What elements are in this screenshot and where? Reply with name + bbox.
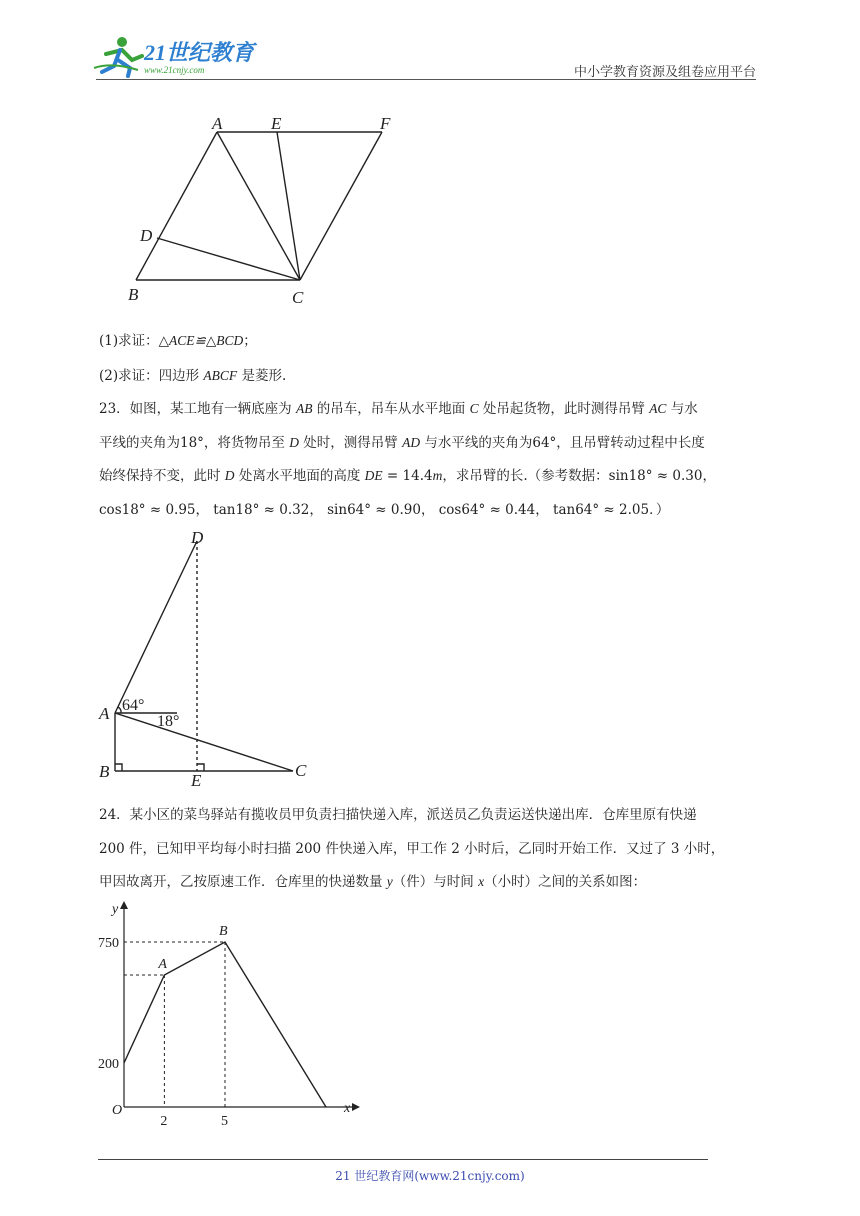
- label-D: D: [140, 226, 153, 245]
- q24-line1: 24．某小区的菜鸟驿站有揽收员甲负责扫描快递入库，派送员乙负责运送快递出库．仓库里原有快递: [99, 807, 697, 823]
- origin-label: O: [112, 1103, 123, 1118]
- platform-name: 中小学教育资源及组卷应用平台: [573, 65, 756, 80]
- quantity-time-chart: [90, 895, 370, 1125]
- label-A: A: [212, 114, 223, 133]
- q24-line3: 甲因故离开，乙按原速工作．仓库里的快递数量 y（件）与时间 x（小时）之间的关系如图：: [99, 874, 647, 890]
- label-C: C: [292, 288, 304, 307]
- label-C: C: [295, 761, 307, 780]
- footer-link[interactable]: 21 世纪教育网(www.21cnjy.com): [335, 1169, 525, 1183]
- q23-line4: cos18° ≈ 0.95， tan18° ≈ 0.32， sin64° ≈ 0.90， cos64° ≈ 0.44， tan64° ≈ 2.05．）: [99, 502, 670, 518]
- footer-divider: [98, 1159, 708, 1160]
- label-B: B: [99, 762, 110, 781]
- figure-parallelogram: [120, 110, 410, 310]
- label-D: D: [191, 528, 204, 547]
- angle-64: 64°: [122, 697, 145, 714]
- angle-18: 18°: [157, 713, 180, 730]
- y-axis-label: y: [112, 902, 119, 917]
- label-A: A: [99, 704, 110, 723]
- runner-icon: [94, 37, 142, 76]
- point-label-B: B: [219, 924, 228, 939]
- x-tick-2: 2: [160, 1114, 168, 1125]
- logo-text: 21世纪教育: [144, 40, 255, 65]
- site-logo[interactable]: [92, 32, 262, 78]
- q24-line2: 200 件，已知甲平均每小时扫描 200 件快递入库，甲工作 2 小时后，乙同时开始工作．又过了 3 小时，: [99, 841, 725, 857]
- logo-url: www.21cnjy.com: [144, 65, 205, 75]
- q23-line3: 始终保持不变，此时 D 处离水平地面的高度 DE = 14.4m，求吊臂的长.（参考数据：sin18° ≈ 0.30，: [99, 468, 716, 484]
- q23-line2: 平线的夹角为18°，将货物吊至 D 处时，测得吊臂 AD 与水平线的夹角为64°，且吊臂转动过程中长度: [99, 435, 705, 451]
- label-E: E: [191, 771, 202, 788]
- point-label-A: A: [158, 957, 167, 972]
- label-F: F: [380, 114, 391, 133]
- y-tick-200: 200: [98, 1057, 119, 1072]
- x-axis-label: x: [344, 1101, 351, 1116]
- x-tick-5: 5: [221, 1114, 228, 1125]
- label-B: B: [128, 285, 139, 304]
- q22-part2: (2)求证：四边形 ABCF 是菱形.: [99, 368, 287, 384]
- y-tick-750: 750: [98, 936, 119, 951]
- q22-part1: (1)求证：△ACE≌△BCD；: [99, 333, 257, 349]
- label-E: E: [271, 114, 282, 133]
- figure-crane: [95, 528, 325, 788]
- header-divider: [96, 79, 756, 80]
- q23-line1: 23．如图，某工地有一辆底座为 AB 的吊车，吊车从水平地面 C 处吊起货物，此时测得吊臂 AC 与水: [99, 401, 698, 417]
